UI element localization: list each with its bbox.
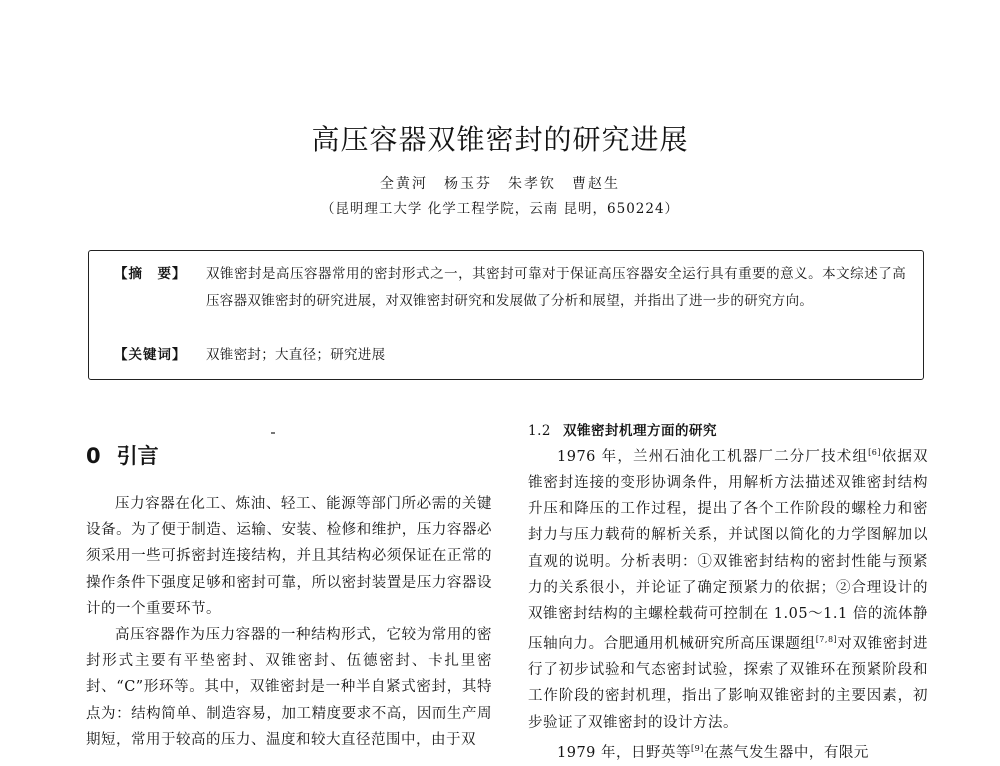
paragraph-text: 1976 年，兰州石油化工机器厂二分厂技术组 <box>557 448 869 465</box>
subsection-number: 1.2 <box>528 423 551 439</box>
paragraph-text: 在蒸气发生器中，有限元 <box>703 744 869 761</box>
body-paragraph: 压力容器在化工、炼油、轻工、能源等部门所必需的关键设备。为了便于制造、运输、安装、检修和维护，压力容器必须采用一些可拆密封连接结构，并且其结构必须保证在正常的操作条件下强度足够和密封可靠，所以密封装置是压力容器设计的一个重要环节。 <box>86 496 492 617</box>
subsection-heading <box>528 419 717 439</box>
section-title: 引言 <box>116 444 159 468</box>
author-list: 全黄河 杨玉芬 朱孝钦 曹赵生 <box>380 176 620 192</box>
paragraph-text: 对双锥密封进行了初步试验和气态密封试验，探索了双锥环在预紧阶段和工作阶段的密封机理，指出了影响双锥密封的主要因素，初步验证了双锥密封的设计方法。 <box>528 636 929 731</box>
citation-ref: [9] <box>691 743 704 753</box>
abstract-box <box>88 250 924 380</box>
citation-ref: [7,8] <box>815 635 838 645</box>
keywords-label: 【关键词】 <box>114 347 187 363</box>
citation-ref: [6] <box>868 448 881 457</box>
affiliation: （昆明理工大学 化学工程学院，云南 昆明，650224） <box>320 201 680 217</box>
keywords-text: 双锥密封；大直径；研究进展 <box>206 347 386 363</box>
body-paragraph <box>528 736 928 766</box>
body-paragraph: 高压容器作为压力容器的一种结构形式，它较为常用的密封形式主要有平垫密封、双锥密封、伍德密封、卡扎里密封、“C”形环等。其中，双锥密封是一种半自紧式密封，其特点为：结构简单、制造容易，加工精度要求不高，因而生产周期短，常用于较高的压力、温度和较大直径范围中，由于双 <box>86 627 492 748</box>
paragraph-text: 1979 年，日野英等 <box>557 744 692 761</box>
section-number: 0 <box>86 444 101 468</box>
left-column <box>86 491 492 753</box>
subsection-title: 双锥密封机理方面的研究 <box>562 423 717 439</box>
paper-title: 高压容器双锥密封的研究进展 <box>311 123 689 156</box>
right-column <box>528 440 928 766</box>
scan-speck <box>271 432 275 434</box>
section-heading <box>86 440 159 470</box>
paragraph-text: 依据双锥密封连接的变形协调条件，用解析方法描述双锥密封结构升压和降压的工作过程，提出了各个工作阶段的螺栓力和密封力与压力载荷的解析关系，并试图以简化的力学图解加以直观的说明。分析表明：①双锥密封结构的密封性能与预紧力的关系很小，并论证了确定预紧力的依据；②合理设计的双锥密封结构的主螺栓载荷可控制在 1.05～1.1 倍的流体静压轴向力。合肥通用机械研究所高压课题组 <box>528 448 929 653</box>
abstract-label: 【摘 要】 <box>114 266 187 282</box>
abstract-text: 双锥密封是高压容器常用的密封形式之一，其密封可靠对于保证高压容器安全运行具有重要的意义。本文综述了高压容器双锥密封的研究进展，对双锥密封研究和发展做了分析和展望，并指出了进一步的研究方向。 <box>206 266 906 309</box>
body-paragraph <box>528 440 928 736</box>
